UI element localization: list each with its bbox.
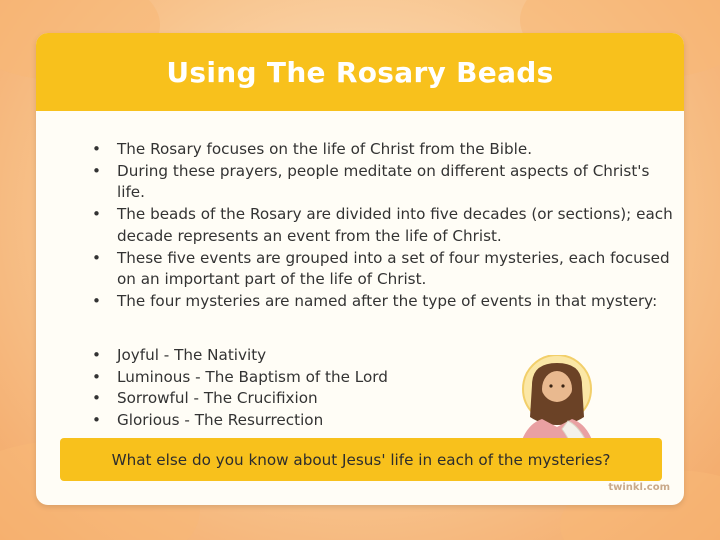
title-bar bbox=[36, 33, 684, 111]
question-bar bbox=[60, 438, 662, 481]
list-item: • Glorious - The Resurrection bbox=[36, 410, 496, 432]
mysteries-list bbox=[36, 345, 496, 431]
list-item: • The four mysteries are named after the type of events in that mystery: bbox=[36, 291, 676, 313]
slide-card bbox=[36, 33, 684, 505]
list-item: • During these prayers, people meditate on different aspects of Christ's life. bbox=[36, 161, 676, 204]
slide-title: Using The Rosary Beads bbox=[166, 55, 554, 89]
list-item: • Joyful - The Nativity bbox=[36, 345, 496, 367]
info-bullet-list bbox=[36, 139, 676, 313]
list-item: • The beads of the Rosary are divided into five decades (or sections); each decade represents an event from the life of Christ. bbox=[36, 204, 676, 247]
question-text: What else do you know about Jesus' life in each of the mysteries? bbox=[111, 450, 611, 469]
list-item: • Luminous - The Baptism of the Lord bbox=[36, 367, 496, 389]
list-item: • These five events are grouped into a set of four mysteries, each focused on an important part of the life of Christ. bbox=[36, 248, 676, 291]
twinkl-logo: twinkl.com bbox=[608, 482, 670, 493]
list-item: • Sorrowful - The Crucifixion bbox=[36, 388, 496, 410]
list-item: • The Rosary focuses on the life of Christ from the Bible. bbox=[36, 139, 676, 161]
